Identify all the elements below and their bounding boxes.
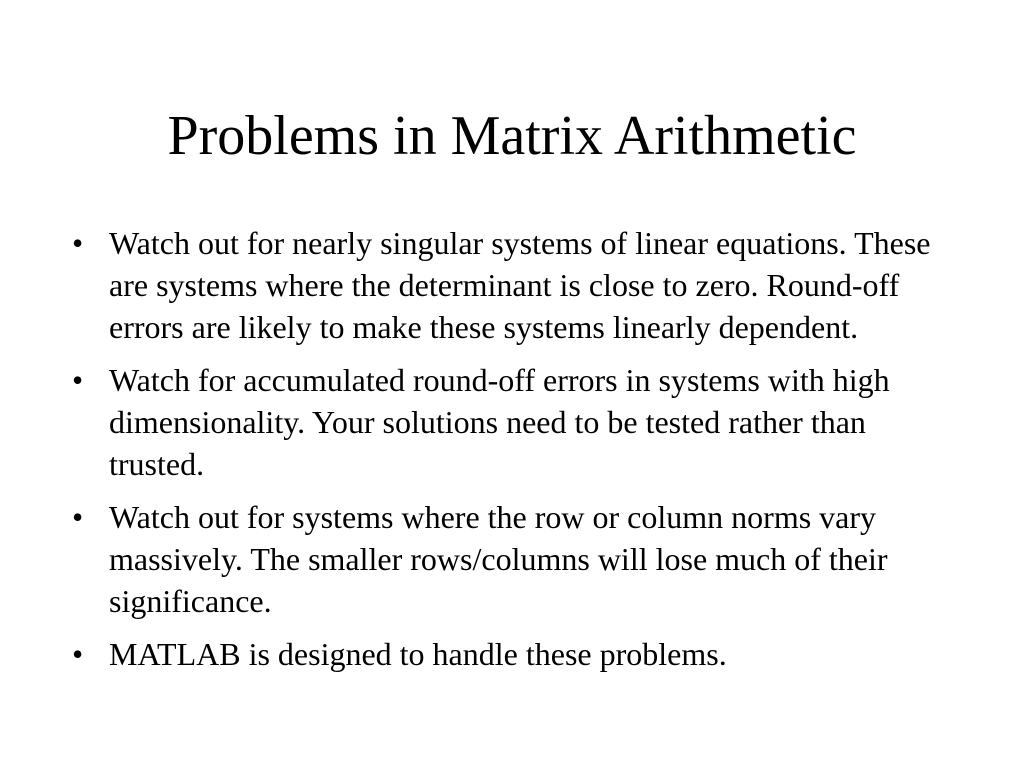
bullet-item [72,633,952,675]
bullet-point-icon: • [72,499,84,535]
bullet-item [72,359,952,485]
bullet-item [72,496,952,622]
bullet-list [72,222,952,686]
bullet-point-icon: • [72,225,84,261]
bullet-text: MATLAB is designed to handle these problems. [109,636,727,672]
slide-title: Problems in Matrix Arithmetic [167,105,857,167]
bullet-point-icon: • [72,362,84,398]
bullet-text: Watch out for systems where the row or column norms vary massively. The smaller rows/columns will lose much of their significance. [109,499,888,619]
bullet-text: Watch for accumulated round-off errors in systems with high dimensionality. Your solutions need to be tested rather than trusted. [109,362,890,482]
bullet-point-icon: • [72,636,84,672]
bullet-text: Watch out for nearly singular systems of linear equations. These are systems where the determinant is close to zero. Round-off errors are likely to make these systems linearly dependent. [109,225,931,345]
bullet-item [72,222,952,348]
